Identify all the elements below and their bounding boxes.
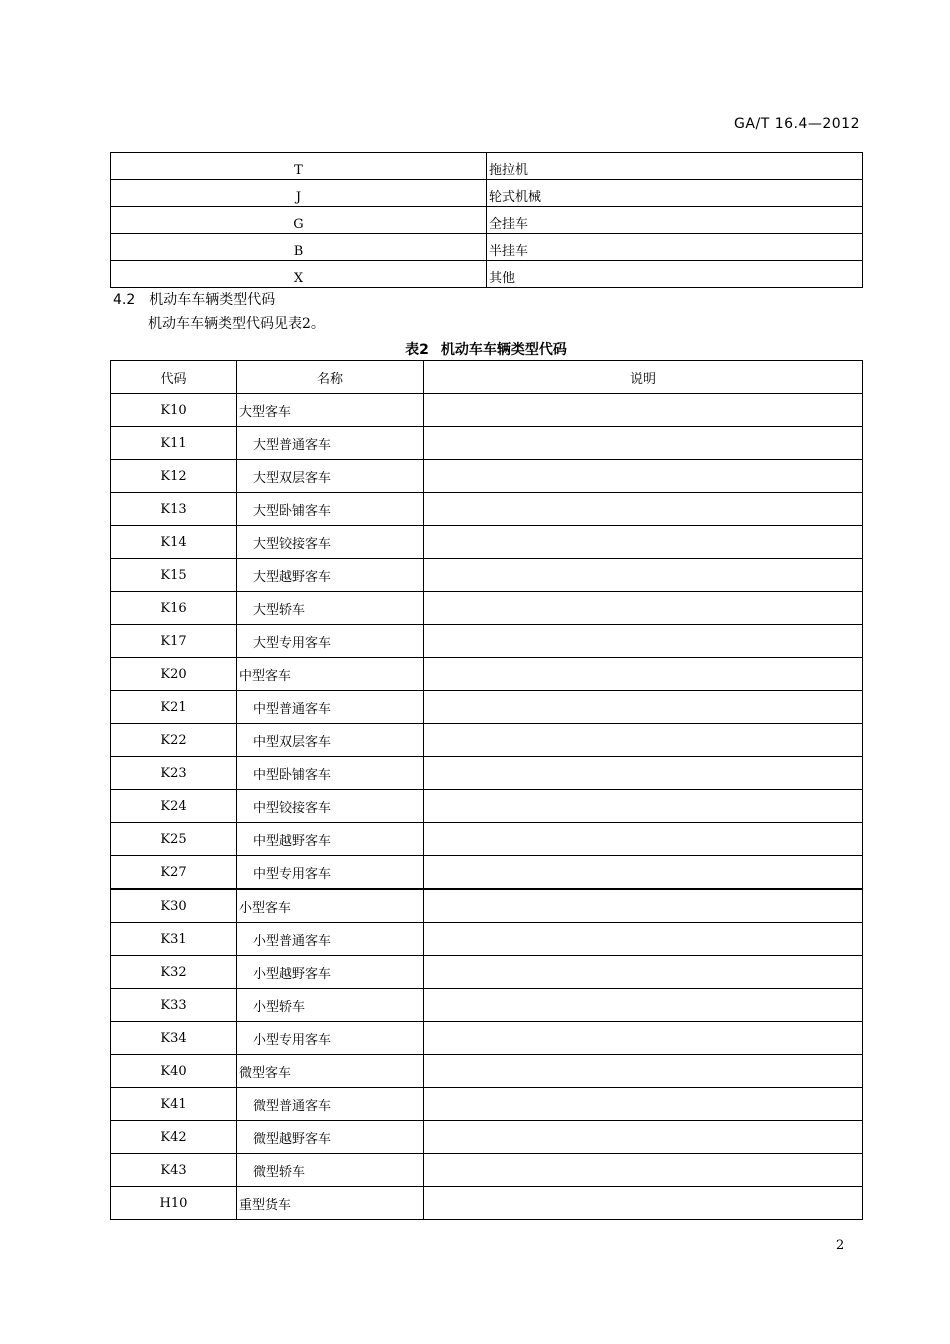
- code-cell: K32: [111, 956, 237, 989]
- code-cell: K17: [111, 625, 237, 658]
- name-cell: 中型普通客车: [237, 691, 424, 724]
- description-cell: [424, 460, 863, 493]
- code-cell: K13: [111, 493, 237, 526]
- code-cell: K24: [111, 790, 237, 823]
- column-header-code: 代码: [111, 361, 237, 394]
- name-cell: 中型铰接客车: [237, 790, 424, 823]
- name-cell: 大型普通客车: [237, 427, 424, 460]
- table-row: [111, 856, 863, 890]
- table-row: [111, 757, 863, 790]
- table-row: [111, 460, 863, 493]
- name-cell: 中型专用客车: [237, 856, 424, 890]
- description-cell: [424, 956, 863, 989]
- description-cell: [424, 394, 863, 427]
- code-cell: K40: [111, 1055, 237, 1088]
- description-cell: [424, 427, 863, 460]
- description-cell: [424, 790, 863, 823]
- description-cell: [424, 856, 863, 890]
- table-row: [111, 1022, 863, 1055]
- vehicle-type-code-table: [110, 360, 863, 1220]
- table-row: [111, 923, 863, 956]
- section-text: 机动车车辆类型代码见表2。: [148, 316, 325, 332]
- description-cell: [424, 526, 863, 559]
- table-caption-title: 机动车车辆类型代码: [440, 342, 567, 358]
- code-cell: K42: [111, 1121, 237, 1154]
- table-header-row: [111, 361, 863, 394]
- table-row: [111, 691, 863, 724]
- name-cell: 重型货车: [237, 1187, 424, 1220]
- code-cell: K12: [111, 460, 237, 493]
- name-cell: 中型卧铺客车: [237, 757, 424, 790]
- description-cell: [424, 691, 863, 724]
- name-cell: 微型客车: [237, 1055, 424, 1088]
- table-row: [111, 956, 863, 989]
- code-cell: K22: [111, 724, 237, 757]
- code-cell: K27: [111, 856, 237, 890]
- name-cell: 拖拉机: [487, 153, 863, 180]
- code-cell: H10: [111, 1187, 237, 1220]
- table-row: [111, 207, 863, 234]
- description-cell: [424, 1121, 863, 1154]
- description-cell: [424, 1187, 863, 1220]
- description-cell: [424, 823, 863, 856]
- code-cell: K41: [111, 1088, 237, 1121]
- table-row: [111, 592, 863, 625]
- description-cell: [424, 989, 863, 1022]
- code-cell: J: [111, 180, 487, 207]
- code-cell: K14: [111, 526, 237, 559]
- name-cell: 小型专用客车: [237, 1022, 424, 1055]
- code-cell: K31: [111, 923, 237, 956]
- name-cell: 大型双层客车: [237, 460, 424, 493]
- code-cell: K20: [111, 658, 237, 691]
- description-cell: [424, 1055, 863, 1088]
- name-cell: 微型轿车: [237, 1154, 424, 1187]
- description-cell: [424, 889, 863, 923]
- name-cell: 大型铰接客车: [237, 526, 424, 559]
- table-row: [111, 724, 863, 757]
- name-cell: 全挂车: [487, 207, 863, 234]
- section-heading: [113, 289, 275, 309]
- column-header-name: 名称: [237, 361, 424, 394]
- name-cell: 大型专用客车: [237, 625, 424, 658]
- name-cell: 中型越野客车: [237, 823, 424, 856]
- code-cell: K25: [111, 823, 237, 856]
- code-cell: B: [111, 234, 487, 261]
- description-cell: [424, 625, 863, 658]
- table-row: [111, 1154, 863, 1187]
- name-cell: 大型越野客车: [237, 559, 424, 592]
- code-cell: K15: [111, 559, 237, 592]
- name-cell: 大型轿车: [237, 592, 424, 625]
- description-cell: [424, 559, 863, 592]
- table-caption: [0, 339, 950, 359]
- code-cell: K34: [111, 1022, 237, 1055]
- code-cell: K33: [111, 989, 237, 1022]
- description-cell: [424, 724, 863, 757]
- table-row: [111, 427, 863, 460]
- code-cell: K43: [111, 1154, 237, 1187]
- table-row: [111, 559, 863, 592]
- table-row: [111, 1055, 863, 1088]
- code-cell: G: [111, 207, 487, 234]
- table-row: [111, 823, 863, 856]
- table-row: [111, 493, 863, 526]
- table-row: [111, 625, 863, 658]
- table-row: [111, 658, 863, 691]
- name-cell: 小型越野客车: [237, 956, 424, 989]
- page-number: 2: [836, 1238, 845, 1253]
- name-cell: 微型越野客车: [237, 1121, 424, 1154]
- table-row: [111, 261, 863, 288]
- table-row: [111, 180, 863, 207]
- table-row: [111, 790, 863, 823]
- name-cell: 大型卧铺客车: [237, 493, 424, 526]
- name-cell: 中型客车: [237, 658, 424, 691]
- section-number: 4.2: [113, 292, 136, 308]
- code-cell: K23: [111, 757, 237, 790]
- name-cell: 其他: [487, 261, 863, 288]
- code-cell: K30: [111, 889, 237, 923]
- table-row: [111, 1187, 863, 1220]
- standard-code: GA/T 16.4—2012: [734, 116, 860, 132]
- table-row: [111, 989, 863, 1022]
- name-cell: 小型普通客车: [237, 923, 424, 956]
- name-cell: 轮式机械: [487, 180, 863, 207]
- name-cell: 小型客车: [237, 889, 424, 923]
- code-cell: K16: [111, 592, 237, 625]
- section-title: 机动车车辆类型代码: [149, 292, 276, 308]
- vehicle-type-table-continued: [110, 152, 863, 288]
- table-row: [111, 526, 863, 559]
- code-cell: X: [111, 261, 487, 288]
- code-cell: K21: [111, 691, 237, 724]
- description-cell: [424, 923, 863, 956]
- name-cell: 中型双层客车: [237, 724, 424, 757]
- table-row: [111, 889, 863, 923]
- description-cell: [424, 757, 863, 790]
- table-row: [111, 1088, 863, 1121]
- table-row: [111, 394, 863, 427]
- name-cell: 微型普通客车: [237, 1088, 424, 1121]
- name-cell: 半挂车: [487, 234, 863, 261]
- table-row: [111, 153, 863, 180]
- table-row: [111, 1121, 863, 1154]
- description-cell: [424, 592, 863, 625]
- name-cell: 小型轿车: [237, 989, 424, 1022]
- description-cell: [424, 1154, 863, 1187]
- description-cell: [424, 658, 863, 691]
- name-cell: 大型客车: [237, 394, 424, 427]
- code-cell: T: [111, 153, 487, 180]
- code-cell: K11: [111, 427, 237, 460]
- description-cell: [424, 1022, 863, 1055]
- table-caption-number: 表2: [405, 342, 429, 358]
- column-header-description: 说明: [424, 361, 863, 394]
- table-row: [111, 234, 863, 261]
- code-cell: K10: [111, 394, 237, 427]
- description-cell: [424, 493, 863, 526]
- description-cell: [424, 1088, 863, 1121]
